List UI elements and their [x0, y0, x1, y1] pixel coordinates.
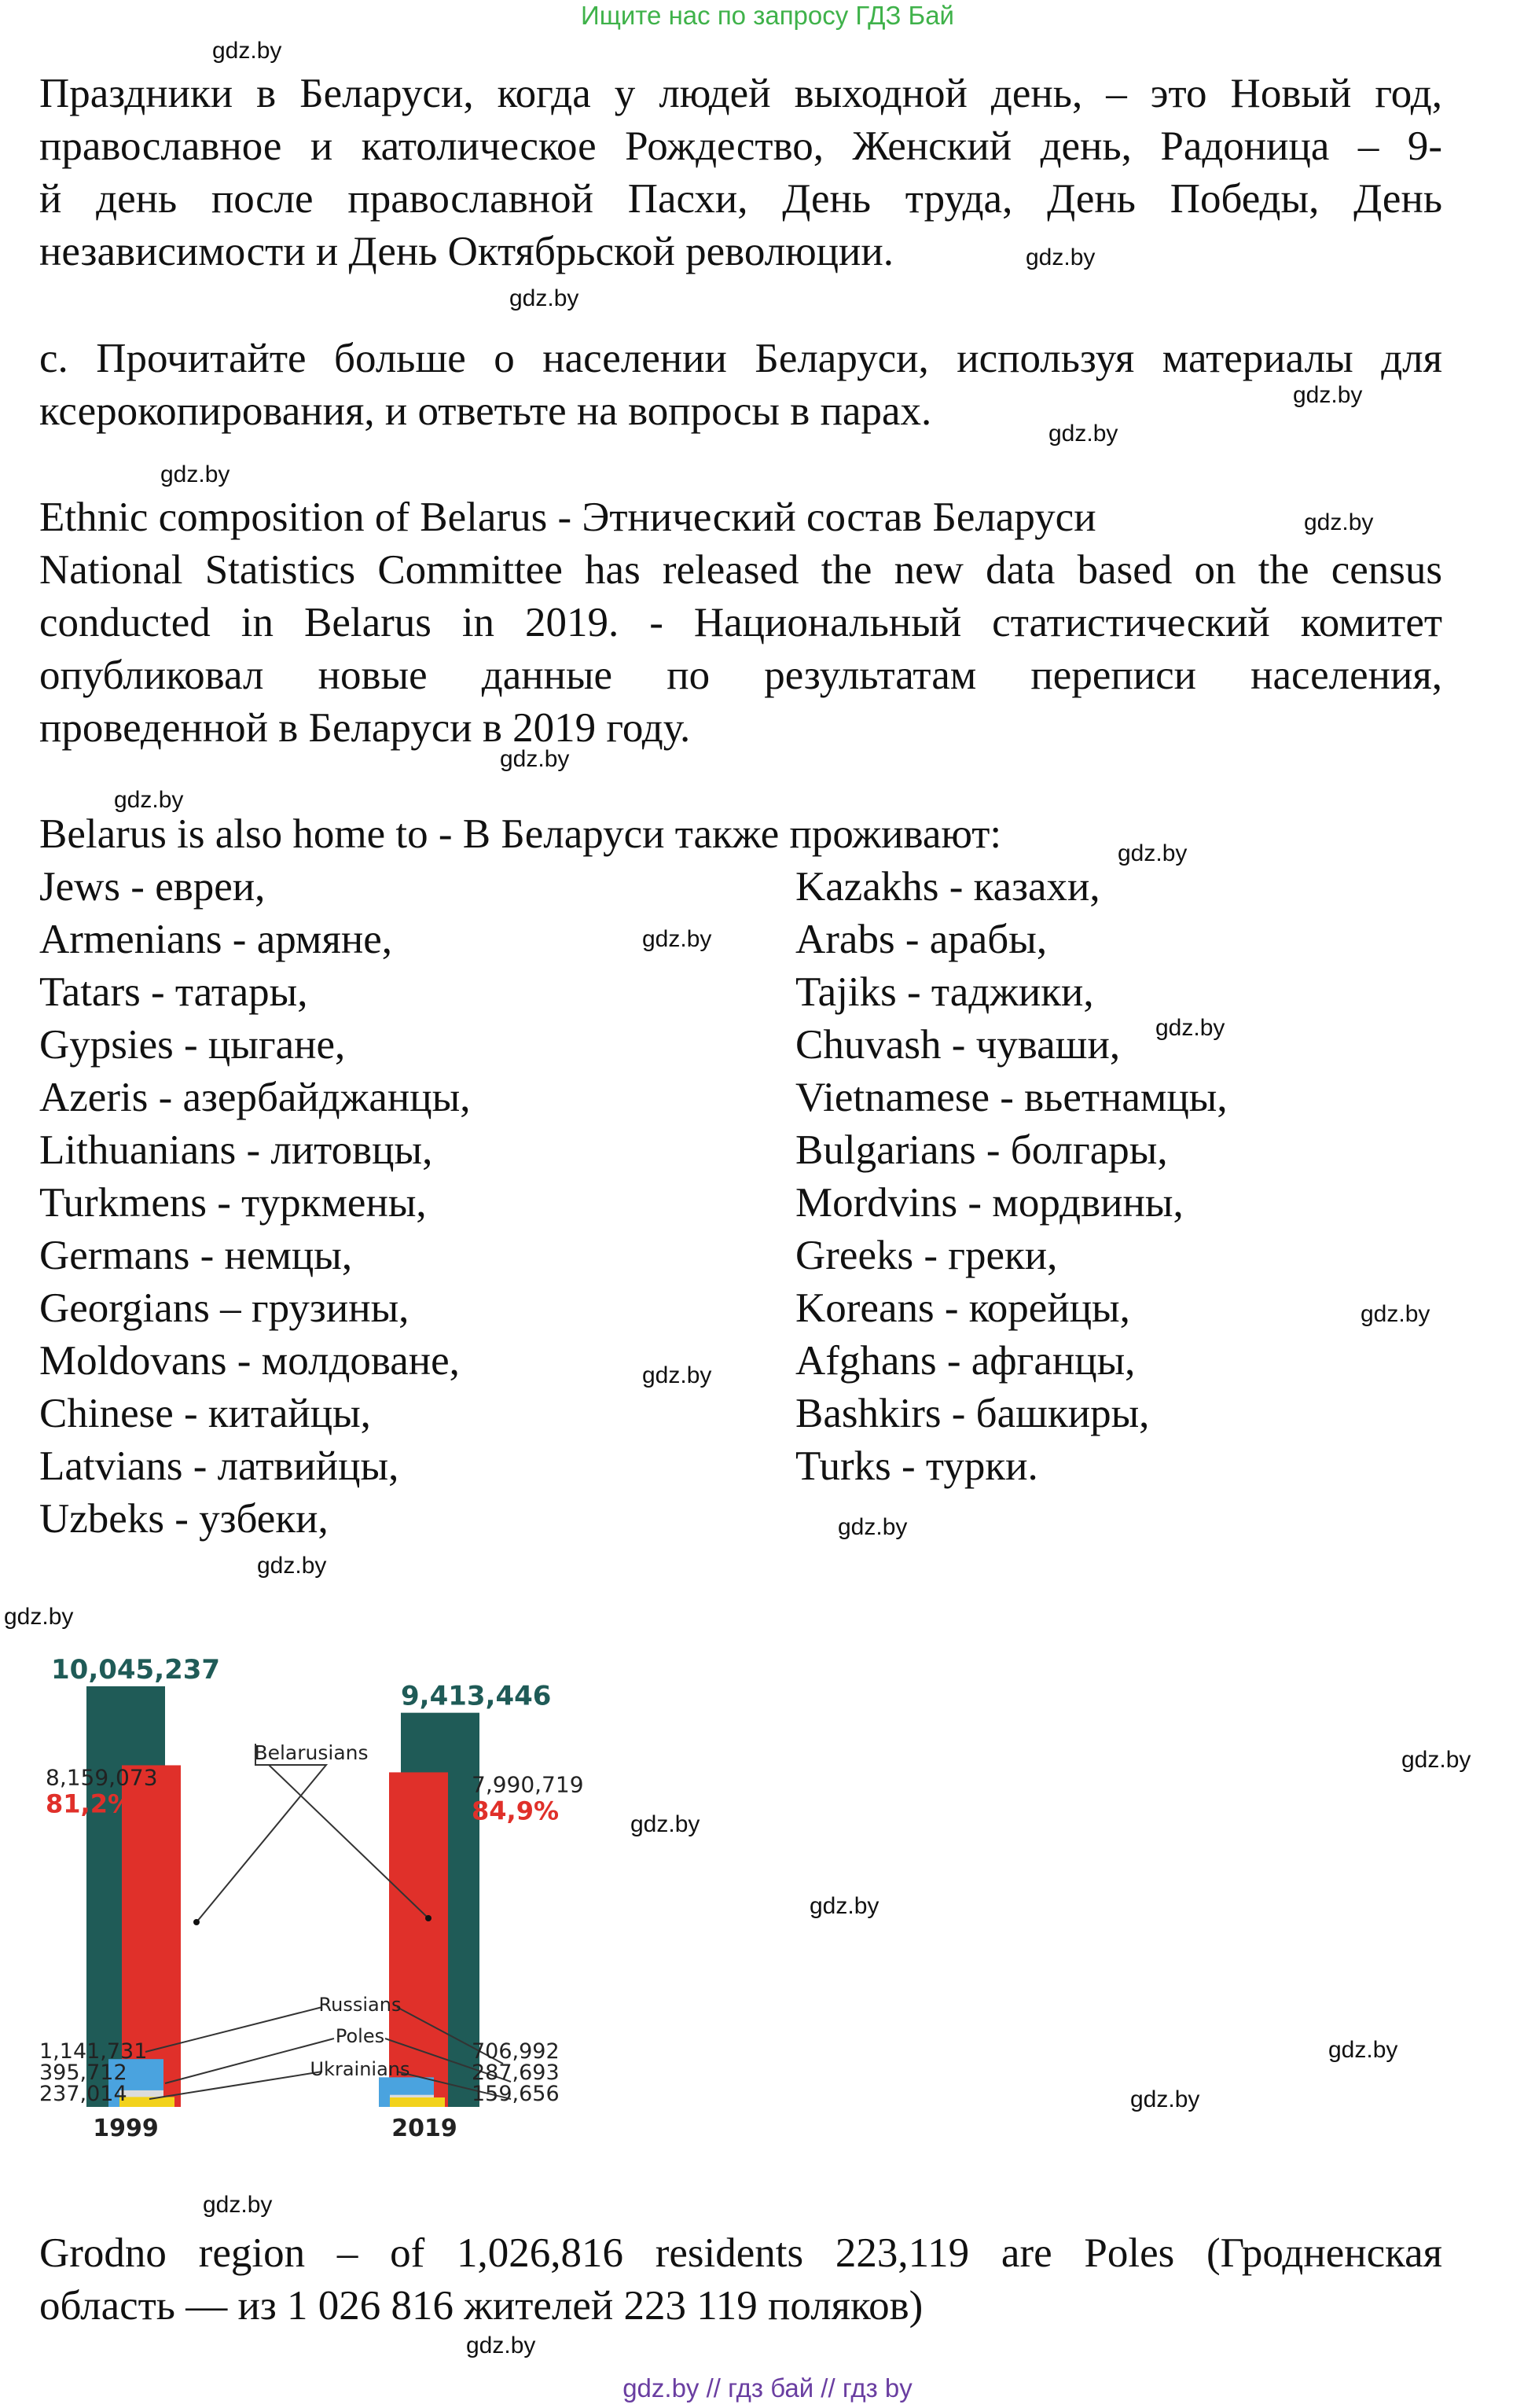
callout-dot — [425, 1915, 431, 1921]
watermark: gdz.by — [257, 1553, 327, 1579]
ukrainians-value: 159,656 — [472, 2082, 560, 2106]
belarusians-percent: 84,9% — [472, 1796, 560, 1826]
top-banner[interactable]: Ищите нас по запросу ГДЗ Бай — [581, 1, 954, 30]
holidays-line-3: й день после православной Пасхи, День труда, День Победы, День — [39, 176, 1442, 222]
poles-annotation: Poles — [335, 2025, 385, 2047]
list-item: Latvians - латвийцы, — [39, 1443, 399, 1489]
grodno-line-2: область — из 1 026 816 жителей 223 119 поляков) — [39, 2283, 924, 2329]
belarusians-annotation: Belarusians — [254, 1741, 369, 1764]
holidays-line-4: независимости и День Октябрьской революции. — [39, 229, 894, 274]
list-item: Vietnamese - вьетнамцы, — [795, 1075, 1228, 1120]
task-c-line-2: ксерокопирования, и ответьте на вопросы в парах. — [39, 388, 932, 434]
watermark: gdz.by — [1026, 244, 1096, 270]
watermark: gdz.by — [810, 1893, 880, 1919]
list-item: Azeris - азербайджанцы, — [39, 1075, 471, 1120]
watermark: gdz.by — [1118, 840, 1188, 866]
holidays-line-1: Праздники в Беларуси, когда у людей выходной день, – это Новый год, — [39, 71, 1442, 116]
ukrainians-bar — [390, 2097, 445, 2107]
list-item: Tajiks - таджики, — [795, 969, 1094, 1015]
list-item: Kazakhs - казахи, — [795, 864, 1100, 910]
grodno-line-1: Grodno region – of 1,026,816 residents 223,119 are Poles (Гродненская — [39, 2230, 1442, 2276]
watermark: gdz.by — [212, 38, 282, 64]
watermark: gdz.by — [1048, 421, 1118, 447]
watermark: gdz.by — [500, 746, 570, 772]
list-item: Turks - турки. — [795, 1443, 1038, 1489]
task-c-paragraph — [39, 333, 1442, 438]
list-item: Moldovans - молдоване, — [39, 1338, 460, 1384]
watermark: gdz.by — [642, 926, 712, 952]
watermark: gdz.by — [509, 285, 579, 311]
census-chart — [39, 1612, 660, 2162]
belarusians-callout — [196, 1744, 326, 1922]
census-line-2: conducted in Belarus in 2019. - Национальный статистический комитет — [39, 600, 1442, 645]
list-item: Lithuanians - литовцы, — [39, 1127, 433, 1173]
ukrainians-bar — [119, 2097, 174, 2107]
home-to-heading: Belarus is also home to - В Беларуси также проживают: — [39, 811, 1002, 857]
poles-value: 287,693 — [472, 2061, 560, 2085]
russians-annotation: Russians — [318, 1994, 402, 2016]
list-item: Mordvins - мордвины, — [795, 1180, 1184, 1226]
list-item: Germans - немцы, — [39, 1233, 353, 1278]
watermark: gdz.by — [4, 1604, 74, 1630]
task-c-line-1: с. Прочитайте больше о населении Беларуси, используя материалы для — [39, 336, 1442, 381]
watermark: gdz.by — [838, 1514, 908, 1540]
watermark: gdz.by — [114, 787, 184, 813]
census-line-1: National Statistics Committee has released the new data based on the census — [39, 547, 1442, 593]
watermark: gdz.by — [630, 1811, 700, 1837]
watermark: gdz.by — [1155, 1015, 1225, 1041]
watermark: gdz.by — [203, 2192, 273, 2218]
watermark: gdz.by — [160, 461, 230, 487]
census-paragraph — [39, 544, 1442, 755]
watermark: gdz.by — [466, 2333, 536, 2358]
list-item: Chuvash - чуваши, — [795, 1022, 1121, 1068]
grodno-paragraph — [39, 2227, 1442, 2333]
list-item: Turkmens - туркмены, — [39, 1180, 427, 1226]
ukrainians-annotation: Ukrainians — [310, 2058, 410, 2080]
list-item: Uzbeks - узбеки, — [39, 1496, 329, 1542]
watermark: gdz.by — [1130, 2086, 1200, 2112]
watermark: gdz.by — [1401, 1747, 1471, 1773]
list-item: Georgians – грузины, — [39, 1285, 409, 1331]
poles-value: 395,712 — [39, 2061, 127, 2085]
callout-line — [165, 2039, 334, 2083]
watermark: gdz.by — [1304, 509, 1374, 535]
nationalities-right-list — [795, 861, 1503, 1493]
ukrainians-value: 237,014 — [39, 2082, 127, 2106]
list-item: Jews - евреи, — [39, 864, 266, 910]
list-item: Armenians - армяне, — [39, 917, 392, 962]
holidays-paragraph — [39, 68, 1442, 278]
total-label: 9,413,446 — [401, 1680, 552, 1712]
year-label: 2019 — [391, 2115, 457, 2142]
year-label: 1999 — [93, 2115, 159, 2142]
total-label: 10,045,237 — [51, 1654, 221, 1686]
russians-value: 706,992 — [472, 2039, 560, 2064]
list-item: Chinese - китайцы, — [39, 1391, 371, 1436]
callout-dot — [193, 1919, 200, 1925]
holidays-line-2: православное и католическое Рождество, Женский день, Радоница – 9- — [39, 123, 1442, 169]
list-item: Arabs - арабы, — [795, 917, 1048, 962]
watermark: gdz.by — [642, 1362, 712, 1388]
bottom-banner[interactable]: gdz.by // гдз бай // гдз by — [622, 2373, 913, 2402]
belarusians-value: 8,159,073 — [46, 1764, 158, 1791]
census-line-3: опубликовал новые данные по результатам переписи населения, — [39, 653, 1442, 698]
belarusians-value: 7,990,719 — [472, 1771, 584, 1798]
census-line-4: проведенной в Беларуси в 2019 году. — [39, 705, 691, 751]
list-item: Tatars - татары, — [39, 969, 308, 1015]
belarusians-percent: 81,2% — [46, 1789, 134, 1819]
watermark: gdz.by — [1293, 382, 1363, 408]
watermark: gdz.by — [1361, 1301, 1430, 1327]
list-item: Bulgarians - болгары, — [795, 1127, 1168, 1173]
list-item: Afghans - афганцы, — [795, 1338, 1136, 1384]
watermark: gdz.by — [1328, 2037, 1398, 2063]
list-item: Koreans - корейцы, — [795, 1285, 1130, 1331]
list-item: Greeks - греки, — [795, 1233, 1058, 1278]
ethnic-heading: Ethnic composition of Belarus - Этнический состав Беларуси — [39, 494, 1096, 540]
list-item: Bashkirs - башкиры, — [795, 1391, 1150, 1436]
nationalities-left-list — [39, 861, 786, 1546]
russians-value: 1,141,731 — [39, 2039, 148, 2064]
list-item: Gypsies - цыгане, — [39, 1022, 346, 1068]
